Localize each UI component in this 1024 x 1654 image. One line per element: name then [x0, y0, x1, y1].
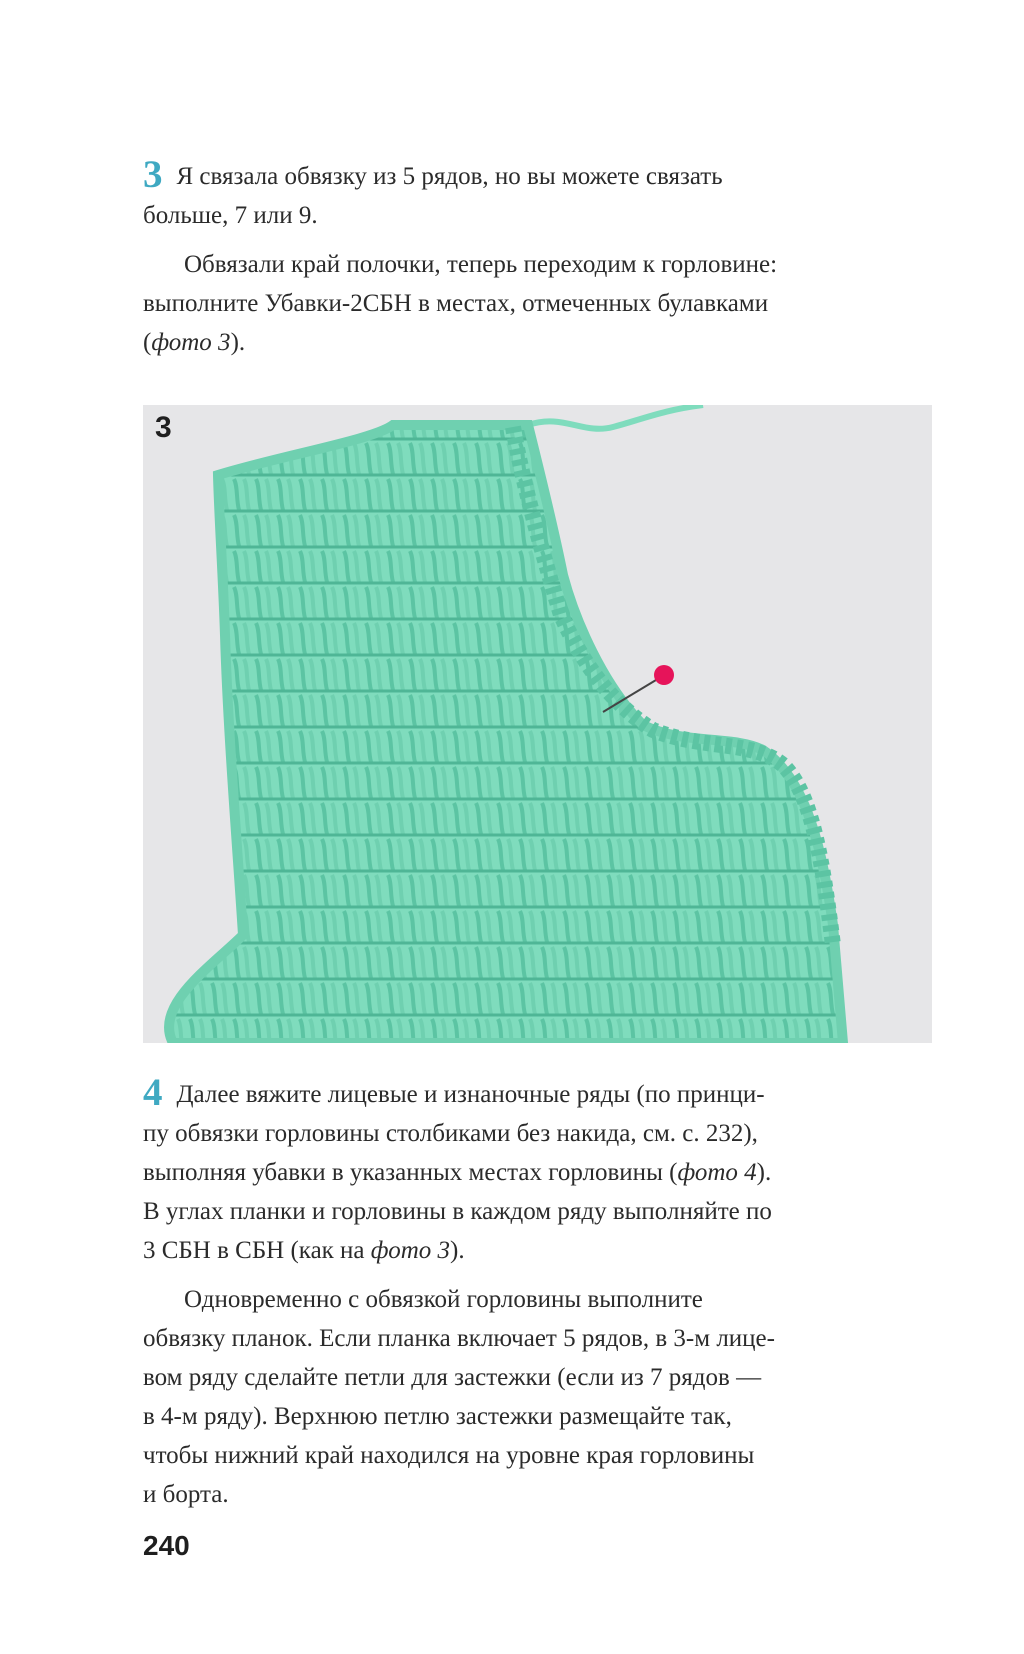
step-4-line-2: пу обвязки горловины столбиками без накида, см. с. 232),	[143, 1120, 758, 1147]
photo-reference: фото 3	[151, 329, 231, 356]
paren-open: (	[143, 329, 152, 356]
step-4-p2-line-3: вом ряду сделайте петли для застежки (если из 7 рядов —	[143, 1364, 762, 1391]
photo-label: 3	[155, 411, 172, 444]
step-3-text-1: Я связала обвязку из 5 рядов, но вы можете связать	[176, 163, 723, 190]
crochet-photo	[143, 405, 932, 1043]
crochet-piece-illustration	[143, 405, 932, 1043]
step-4-text-1: Далее вяжите лицевые и изнаночные ряды (по принци-	[176, 1081, 765, 1108]
step-3-p2-line-1: Обвязали край полочки, теперь переходим к горловине:	[184, 251, 778, 278]
step-4-p2-line-1: Одновременно с обвязкой горловины выполните	[184, 1286, 703, 1313]
photo-reference: фото 4	[677, 1159, 757, 1186]
photo-reference: фото 3	[370, 1237, 451, 1264]
page-number: 240	[143, 1530, 190, 1561]
step-3-paragraph-2	[143, 245, 913, 362]
step-number-3: 3	[143, 153, 163, 196]
step-4-line-3-post: ).	[756, 1159, 772, 1186]
step-4-line-5-post: ).	[450, 1237, 465, 1264]
step-number-4: 4	[143, 1071, 163, 1114]
step-4-paragraph	[143, 1070, 913, 1270]
step-4-p2-line-4: в 4-м ряду). Верхнюю петлю застежки размещайте так,	[143, 1403, 732, 1430]
step-4-line-3	[143, 1153, 913, 1192]
step-4-paragraph-2	[143, 1280, 913, 1514]
step-3-line-2: больше, 7 или 9.	[143, 202, 318, 229]
step-4-p2-line-2: обвязку планок. Если планка включает 5 рядов, в 3-м лице-	[143, 1325, 775, 1352]
step-3-p2-line-2: выполните Убавки-2СБН в местах, отмеченных булавками	[143, 290, 769, 317]
step-4-line-4: В углах планки и горловины в каждом ряду выполняйте по	[143, 1198, 772, 1225]
step-3-paragraph	[143, 152, 913, 235]
step-4-p2-line-6: и борта.	[143, 1481, 229, 1508]
step-4-line-3-pre: выполняя убавки в указанных местах горловины (	[143, 1159, 678, 1186]
step-4-line-5-pre: 3 СБН в СБН (как на	[143, 1237, 371, 1264]
step-3-line-1	[143, 152, 913, 196]
step-4-line-5	[143, 1231, 913, 1270]
pin-head	[654, 665, 674, 685]
paren-close: ).	[230, 329, 246, 356]
step-4-p2-line-5: чтобы нижний край находился на уровне края горловины	[143, 1442, 755, 1469]
step-3-p2-line-3	[143, 323, 913, 362]
step-4-line-1	[143, 1070, 913, 1114]
